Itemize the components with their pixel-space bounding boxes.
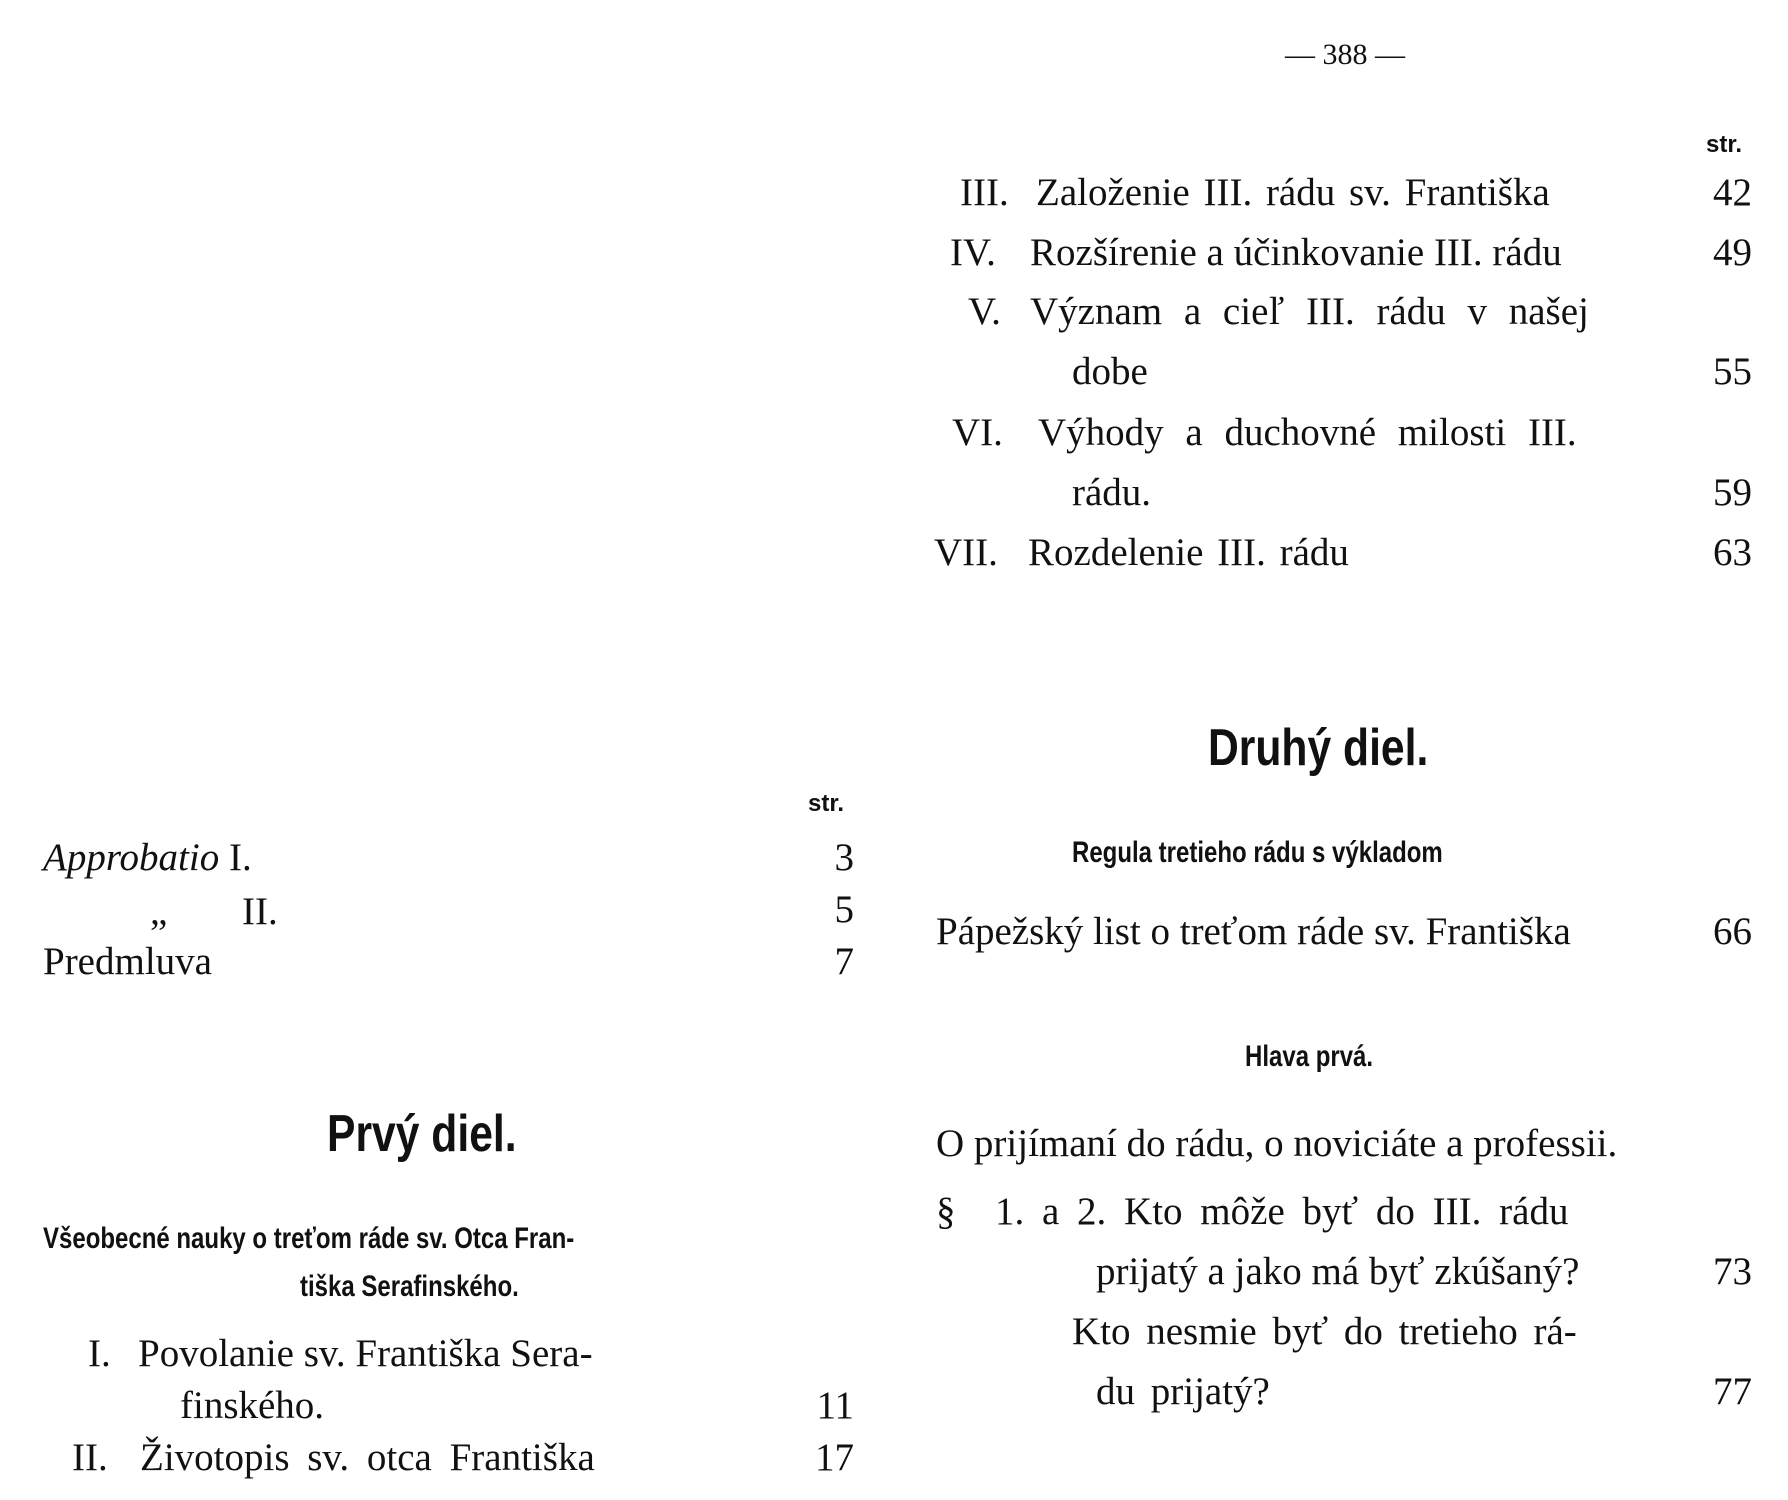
- chapter-title: Rozšírenie a účinkovanie III. rádu: [1030, 231, 1562, 274]
- page-number: — 388 —: [1285, 38, 1405, 71]
- section-title-continued: du prijatý?: [1096, 1370, 1270, 1413]
- section-title-continued: prijatý a jako má byť zkúšaný?: [1096, 1250, 1580, 1293]
- left-str-label: str.: [808, 790, 845, 817]
- head-one-subtitle: O prijímaní do rádu, o noviciáte a professii.: [936, 1122, 1618, 1165]
- section-title: 1. a 2. Kto môže byť do III. rádu: [995, 1190, 1569, 1233]
- prelim-page: 7: [834, 940, 854, 983]
- prelim-numeral: I.: [228, 836, 252, 879]
- chapter-page: 63: [1713, 531, 1752, 574]
- chapter-page: 11: [816, 1384, 854, 1427]
- chapter-page: 59: [1713, 471, 1752, 514]
- chapter-title: Význam a cieľ III. rádu v našej: [1030, 290, 1589, 333]
- prelim-predmluva: Predmluva: [43, 940, 212, 983]
- prelim-ditto-mark: „: [150, 890, 168, 933]
- prelim-numeral: II.: [242, 890, 278, 933]
- chapter-number: II.: [72, 1436, 108, 1479]
- section-page: 73: [1713, 1250, 1752, 1293]
- chapter-number: VI.: [952, 411, 1003, 454]
- chapter-page: 17: [815, 1436, 854, 1479]
- chapter-page: 42: [1713, 171, 1752, 214]
- prelim-italic-label: Approbatio: [43, 836, 220, 879]
- section-sign: §: [936, 1190, 956, 1233]
- part-two-subtitle: Regula tretieho rádu s výkladom: [1072, 836, 1443, 869]
- chapter-number: IV.: [950, 231, 996, 274]
- part-one-subtitle-line2: tiška Serafinského.: [300, 1270, 519, 1303]
- part-one-subtitle-line1: Všeobecné nauky o treťom ráde sv. Otca Fran-: [43, 1222, 575, 1255]
- part-two-title: Druhý diel.: [1208, 719, 1429, 777]
- chapter-title-continued: dobe: [1072, 350, 1148, 393]
- right-str-label: str.: [1706, 131, 1743, 158]
- chapter-title: Povolanie sv. Františka Sera-: [138, 1332, 593, 1375]
- chapter-number: I.: [88, 1332, 111, 1375]
- prelim-page: 5: [834, 888, 854, 931]
- chapter-number: VII.: [934, 531, 998, 574]
- chapter-number: III.: [960, 171, 1009, 214]
- prelim-page: 3: [834, 836, 854, 879]
- head-one-title: Hlava prvá.: [1245, 1040, 1374, 1073]
- chapter-title: Výhody a duchovné milosti III.: [1038, 411, 1577, 454]
- part-one-title: Prvý diel.: [327, 1105, 517, 1163]
- papal-letter-entry: Pápežský list o treťom ráde sv. Františka: [936, 910, 1571, 953]
- prelim-approbatio-1: [43, 838, 252, 877]
- chapter-page: 55: [1713, 350, 1752, 393]
- chapter-page: 49: [1713, 231, 1752, 274]
- chapter-title: Životopis sv. otca Františka: [140, 1436, 595, 1479]
- section-title: Kto nesmie byť do tretieho rá-: [1072, 1310, 1577, 1353]
- chapter-title-continued: rádu.: [1072, 471, 1152, 514]
- papal-letter-page: 66: [1713, 910, 1752, 953]
- section-page: 77: [1713, 1370, 1752, 1413]
- chapter-title: Založenie III. rádu sv. Františka: [1036, 171, 1550, 214]
- chapter-title: Rozdelenie III. rádu: [1028, 531, 1349, 574]
- chapter-title-continued: finského.: [180, 1384, 325, 1427]
- chapter-number: V.: [968, 290, 1001, 333]
